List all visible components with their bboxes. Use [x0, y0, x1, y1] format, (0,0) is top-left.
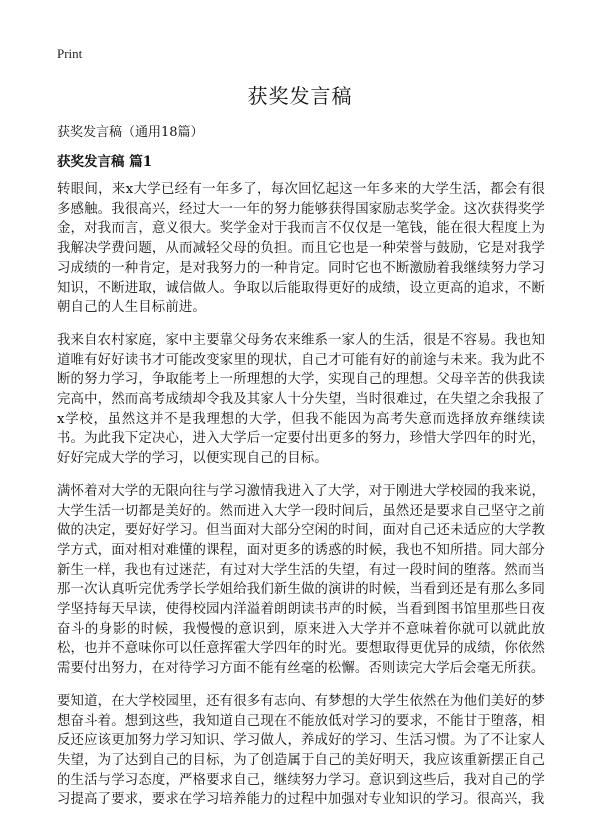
document-title: 获奖发言稿: [247, 84, 353, 108]
body-paragraph-3: 满怀着对大学的无限向往与学习激情我进入了大学，对于刚进大学校园的我来说，大学生活一切都是美好的。然而进入大学一段时间后，虽然还是要求自己坚守之前做的决定，要好好学习。但当面对大部分空闲的时间，面对自己还未适应的大学教学方式，面对相对难懂的课程，面对更多的诱惑的时候，我也不知所措。同大部分新生一样，我也有过迷茫，有过对大学生活的失望，有过一段时间的堕落。然而当那一次认真听完优秀学长学姐给我们新生做的演讲的时候，当看到还是有那么多同学坚持每天早读，使得校园内洋溢着朗朗读书声的时候，当看到图书馆里那些日夜奋斗的身影的时候，我慢慢的意识到，原来进入大学并不意味着你就可以就此放松，也并不意味你可以任意挥霍大学四年的时光。要想取得更优异的成绩，你依然需要付出努力，在对待学习方面不能有丝毫的松懈。否则读完大学后会毫无所获。: [57, 483, 545, 677]
body-paragraph-4: 要知道，在大学校园里，还有很多有志向、有梦想的大学生依然在为他们美好的梦想奋斗着。想到这些，我知道自己现在不能放低对学习的要求，不能甘于堕落，相反还应该更加努力学习知识、学习做人，养成好的学习、生活习惯。为了不让家人失望，为了达到自己的目标，为了创造属于自己的美好明天，我应该重新摆正自己的生活与学习态度，严格要求自己，继续努力学习。意识到这些后，我对自己的学习提高了要求，要求在学习培养能力的过程中加强对专业知识的学习。很高兴，我: [57, 693, 545, 808]
print-label: Print: [57, 46, 83, 61]
body-paragraph-2: 我来自农村家庭，家中主要靠父母务农来维系一家人的生活，很是不容易。我也知道唯有好好读书才可能改变家里的现状，自己才可能有好的前途与未来。我为此不断的努力学习，争取能考上一所理想的大学，实现自己的理想。父母辛苦的供我读完高中，然而高考成绩却令我及其家人十分失望，当时很难过，在失望之余我报了x学校，虽然这并不是我理想的大学，但我不能因为高考失意而选择放弃继续读书。为此我下定决心，进入大学后一定要付出更多的努力，珍惜大学四年的时光，好好完成大学的学习，以便实现自己的目标。: [57, 332, 545, 467]
document-body: [57, 180, 545, 823]
document-subtitle: 获奖发言稿（通用18篇）: [57, 125, 204, 140]
body-paragraph-1: 转眼间，来x大学已经有一年多了，每次回忆起这一年多来的大学生活，都会有很多感触。我很高兴，经过大一一年的努力能够获得国家励志奖学金。这次获得奖学金，对我而言，意义很大。奖学金对于我而言不仅仅是一笔钱，能在很大程度上为我解决学费问题，从而减轻父母的负担。而且它也是一种荣誉与鼓励，它是对我学习成绩的一种肯定，是对我努力的一种肯定。同时它也不断激励着我继续努力学习知识，不断进取，诚信做人。争取以后能取得更好的成绩，设立更高的追求，不断朝自己的人生目标前进。: [57, 182, 545, 316]
section-heading: 获奖发言稿 篇1: [57, 154, 153, 170]
